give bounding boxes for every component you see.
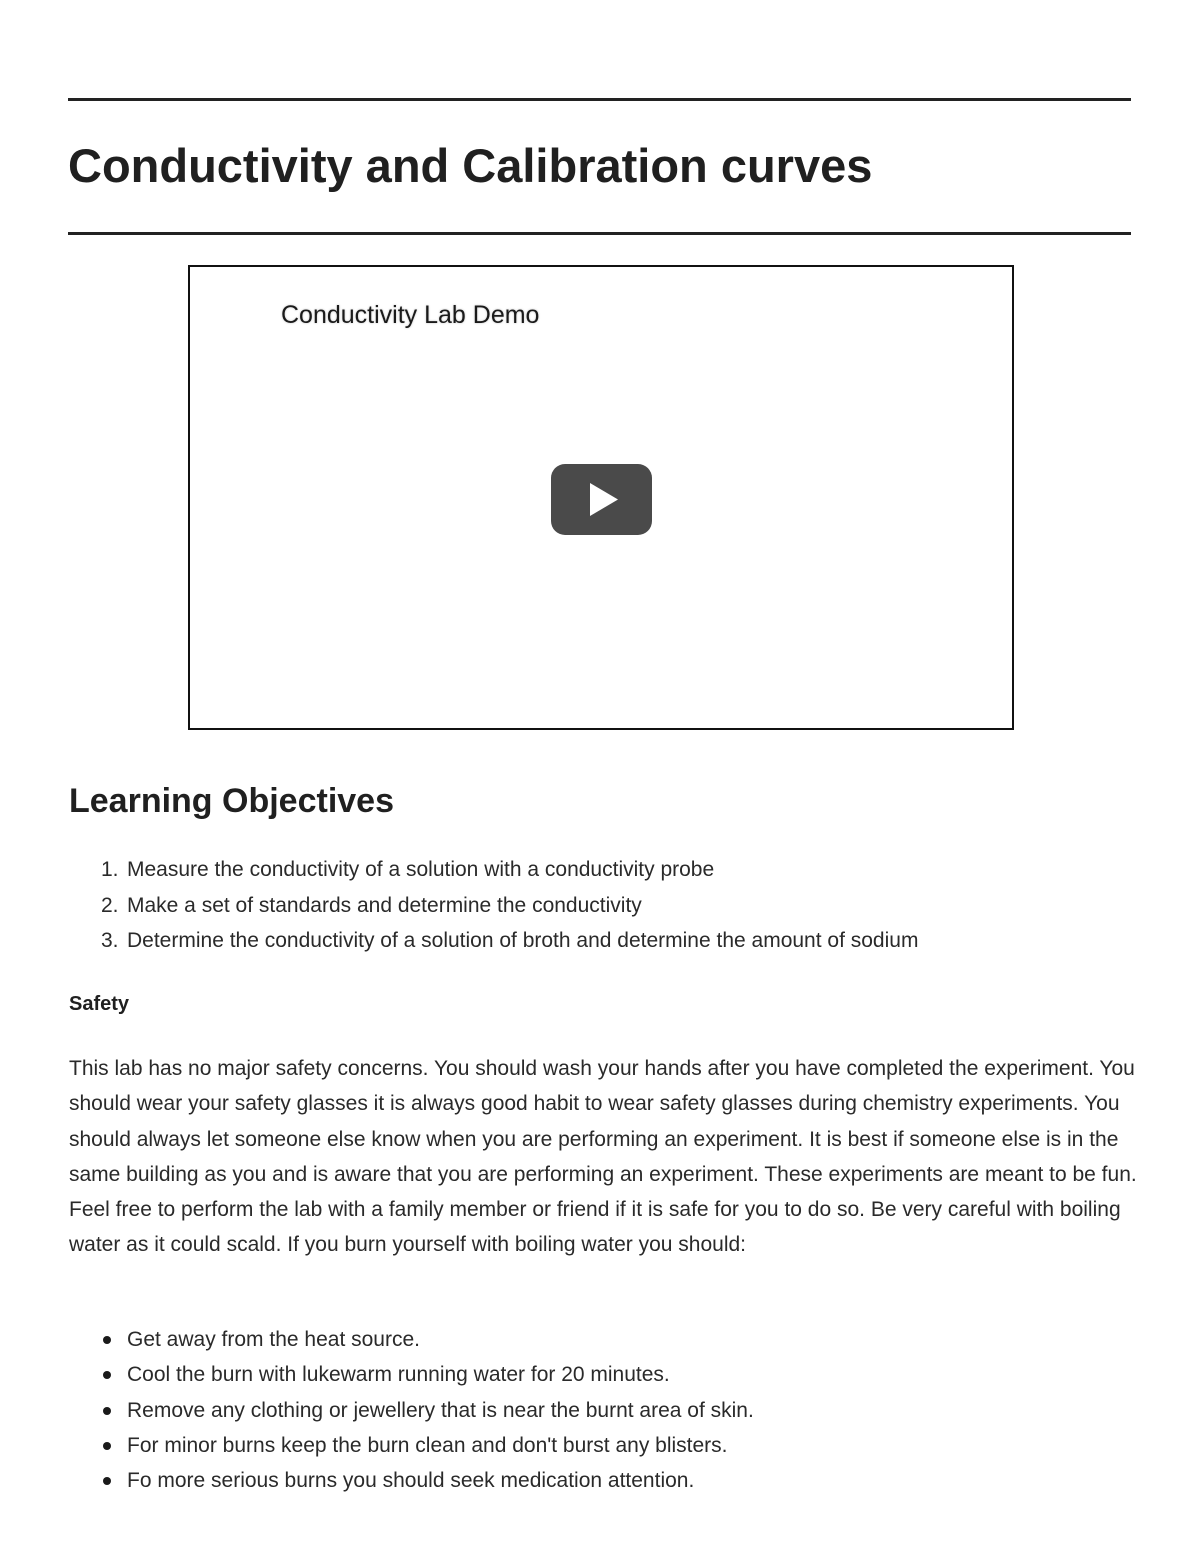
objective-item xyxy=(69,852,918,888)
bullet-icon xyxy=(103,1477,111,1485)
list-item xyxy=(69,1322,754,1357)
list-item xyxy=(69,1393,754,1428)
objectives-list xyxy=(69,852,918,959)
play-icon[interactable] xyxy=(551,464,652,535)
objective-text: Determine the conductivity of a solution of broth and determine the amount of sodium xyxy=(127,929,919,952)
objective-text: Measure the conductivity of a solution with a conductivity probe xyxy=(127,858,715,881)
objective-text: Make a set of standards and determine the conductivity xyxy=(127,893,642,917)
safety-heading: Safety xyxy=(69,993,130,1015)
top-divider xyxy=(68,98,1131,101)
list-item-text: Remove any clothing or jewellery that is near the burnt area of skin. xyxy=(127,1398,754,1422)
video-title[interactable]: Conductivity Lab Demo xyxy=(281,301,540,329)
list-item xyxy=(69,1428,754,1463)
objective-item xyxy=(69,923,918,959)
burn-steps-list xyxy=(69,1322,754,1498)
objective-number: 3. xyxy=(101,929,119,952)
bullet-icon xyxy=(103,1407,111,1415)
bullet-icon xyxy=(103,1371,111,1379)
list-item-text: Cool the burn with lukewarm running water for 20 minutes. xyxy=(127,1363,670,1387)
page-title: Conductivity and Calibration curves xyxy=(68,139,873,192)
objective-number: 1. xyxy=(101,858,119,881)
bullet-icon xyxy=(103,1336,111,1344)
list-item-text: For minor burns keep the burn clean and don't burst any blisters. xyxy=(127,1433,728,1457)
title-divider xyxy=(68,232,1131,235)
play-button[interactable] xyxy=(551,464,652,535)
safety-paragraph: This lab has no major safety concerns. You should wash your hands after you have completed the experiment. You should wear your safety glasses it is always good habit to wear safety glasses during chemistry experiments. You should always let someone else know when you are performing an experiment. It is best if someone else is in the same building as you and is aware that you are performing an experiment. These experiments are meant to be fun. Feel free to perform the lab with a family member or friend if it is safe for you to do so. Be very careful with boiling water as it could scald. If you burn yourself with boiling water you should: xyxy=(69,1057,1137,1257)
list-item xyxy=(69,1463,754,1498)
list-item xyxy=(69,1357,754,1392)
learning-objectives-heading: Learning Objectives xyxy=(69,782,394,820)
objective-item xyxy=(69,888,918,924)
bullet-icon xyxy=(103,1442,111,1450)
list-item-text: Get away from the heat source. xyxy=(127,1328,420,1351)
objective-number: 2. xyxy=(101,893,119,917)
video-player[interactable] xyxy=(188,265,1014,730)
list-item-text: Fo more serious burns you should seek medication attention. xyxy=(127,1469,695,1493)
